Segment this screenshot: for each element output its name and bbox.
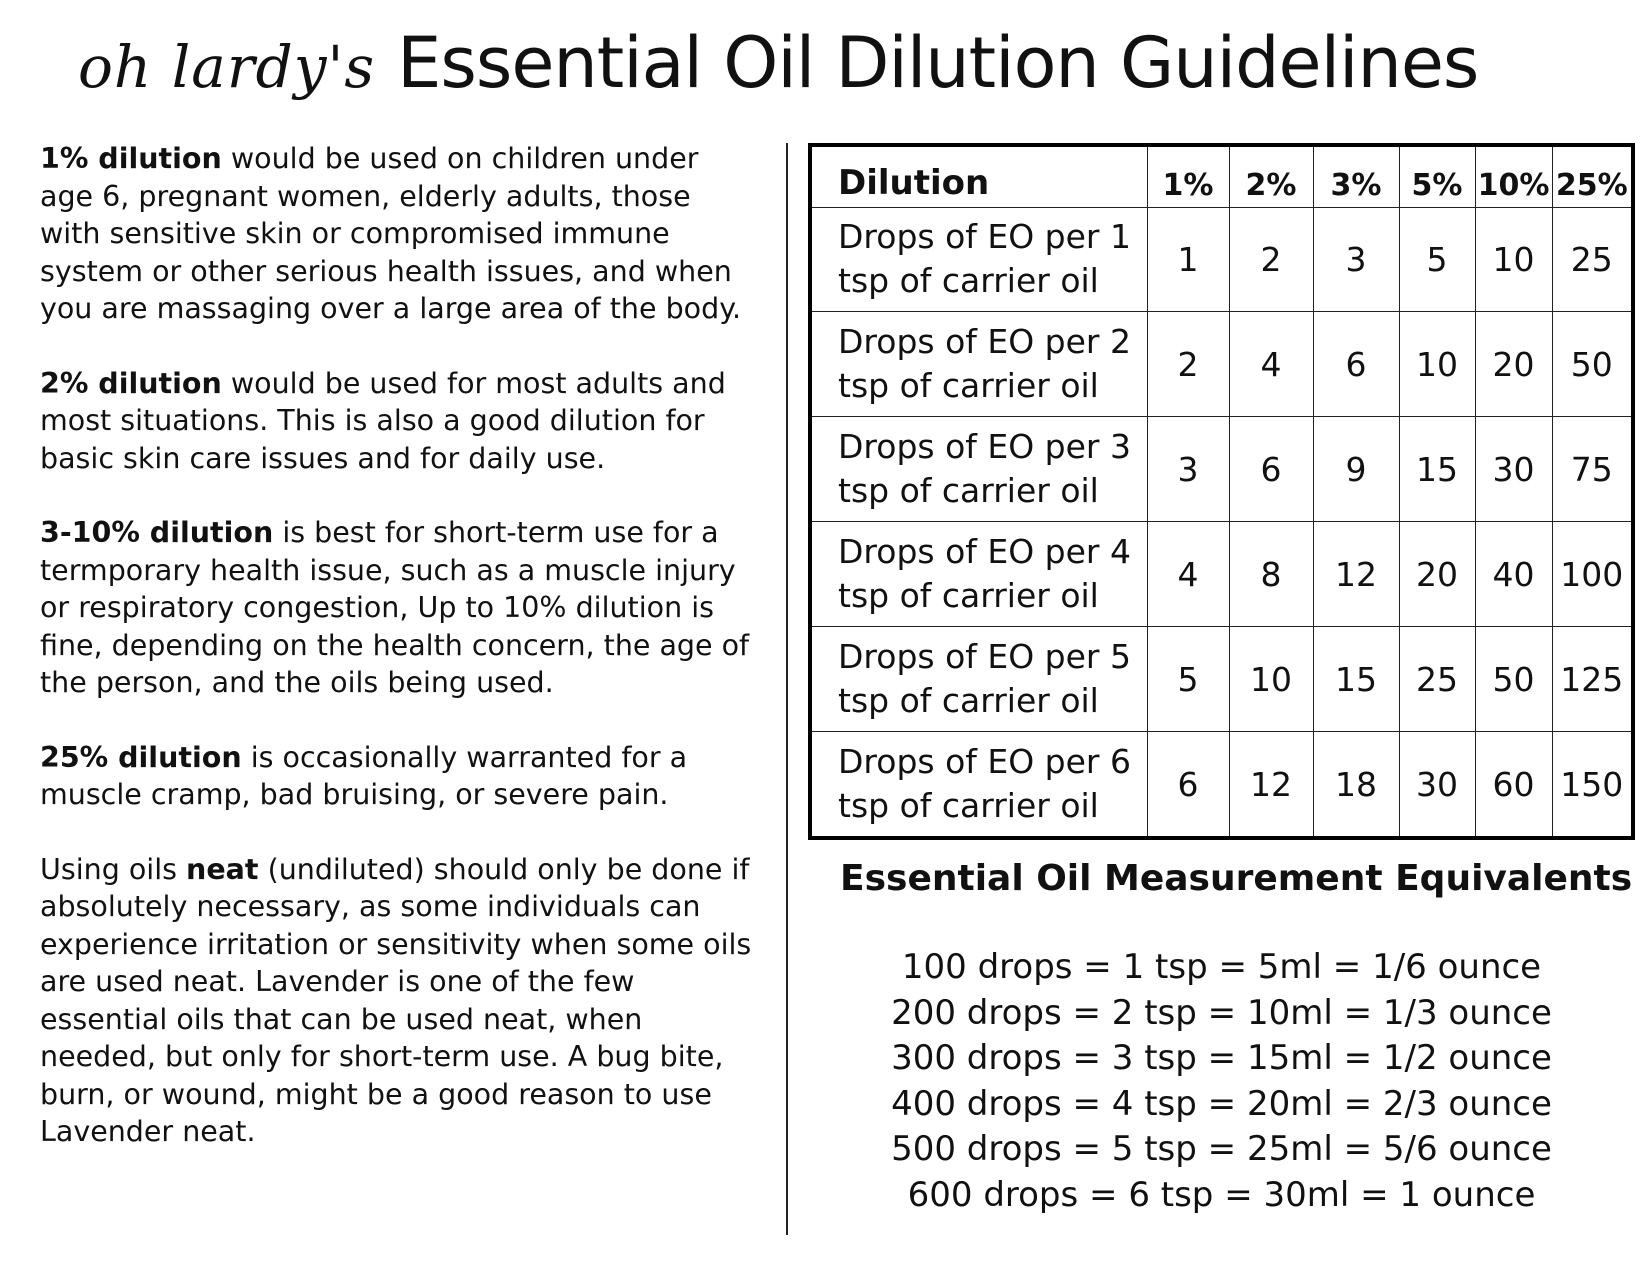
table-cell: 10 [1229, 627, 1313, 732]
guideline-text: is best for short-term use for a termporary health issue, such as a muscle injury or respiratory congestion, Up to 10% dilution is fine, depending on the health concern, the age of the person, and the oils being used. [40, 516, 750, 699]
table-cell: 25 [1552, 207, 1631, 312]
brand-logo-text: oh lardy's [78, 33, 376, 101]
table-cell: 20 [1475, 312, 1552, 417]
neat-usage-note [40, 851, 760, 1151]
table-cell: 150 [1552, 732, 1631, 836]
guideline-lead: 25% dilution [40, 740, 242, 774]
table-cell: 2 [1147, 312, 1229, 417]
dilution-table-frame [808, 143, 1635, 840]
table-cell: 5 [1399, 207, 1475, 312]
equivalents-title: Essential Oil Measurement Equivalents [840, 858, 1633, 899]
column-header: 2% [1229, 147, 1313, 207]
equivalent-line: 300 drops = 3 tsp = 15ml = 1/2 ounce [891, 1038, 1552, 1078]
table-row [812, 522, 1631, 627]
row-label: Drops of EO per 1 tsp of carrier oil [812, 207, 1147, 312]
table-cell: 15 [1313, 627, 1399, 732]
guideline-lead: 3-10% dilution [40, 516, 274, 549]
dilution-header-cell: Dilution [812, 147, 1147, 207]
guideline-25-percent [40, 739, 760, 814]
row-label: Drops of EO per 5 tsp of carrier oil [812, 627, 1147, 732]
table-cell: 10 [1475, 207, 1552, 312]
table-row [812, 732, 1631, 836]
table-cell: 5 [1147, 627, 1229, 732]
table-cell: 25 [1399, 627, 1475, 732]
table-cell: 125 [1552, 627, 1631, 732]
table-cell: 50 [1475, 627, 1552, 732]
equivalent-line: 200 drops = 2 tsp = 10ml = 1/3 ounce [891, 992, 1552, 1033]
page-header [78, 22, 1478, 104]
table-cell: 10 [1399, 312, 1475, 417]
table-cell: 30 [1399, 732, 1475, 836]
equivalent-line: 600 drops = 6 tsp = 30ml = 1 ounce [907, 1174, 1536, 1215]
equivalent-line: 100 drops = 1 tsp = 5ml = 1/6 ounce [901, 947, 1542, 987]
table-cell: 30 [1475, 417, 1552, 522]
table-cell: 3 [1147, 417, 1229, 522]
table-cell: 4 [1147, 522, 1229, 627]
guidelines-column [40, 140, 760, 1188]
neat-note-pre: Using oils [40, 852, 187, 886]
table-cell: 9 [1313, 417, 1399, 522]
guideline-3-10-percent [40, 514, 760, 702]
row-label: Drops of EO per 4 tsp of carrier oil [812, 522, 1147, 627]
guideline-2-percent [40, 365, 760, 478]
table-row [812, 627, 1631, 732]
guideline-lead: 1% dilution [40, 142, 222, 175]
guideline-text: would be used on children under age 6, pregnant women, elderly adults, those with sensitive skin or compromised immune system or other serious health issues, and when you are massaging over a large area of the body. [40, 142, 742, 325]
column-header: 10% [1475, 147, 1552, 207]
table-cell: 20 [1399, 522, 1475, 627]
equivalent-line: 500 drops = 5 tsp = 25ml = 5/6 ounce [891, 1129, 1552, 1169]
table-row [812, 417, 1631, 522]
table-cell: 6 [1229, 417, 1313, 522]
row-label: Drops of EO per 2 tsp of carrier oil [812, 312, 1147, 417]
column-header: 3% [1313, 147, 1399, 207]
column-divider [786, 143, 788, 1235]
table-cell: 8 [1229, 522, 1313, 627]
table-cell: 100 [1552, 522, 1631, 627]
table-cell: 18 [1313, 732, 1399, 836]
table-cell: 75 [1552, 417, 1631, 522]
equivalents-list [808, 945, 1635, 1218]
table-row [812, 312, 1631, 417]
guideline-text: would be used for most adults and most situations. This is also a good dilution for basic skin care issues and for daily use. [40, 366, 726, 475]
table-cell: 1 [1147, 207, 1229, 312]
table-cell: 6 [1147, 732, 1229, 836]
dilution-table [812, 147, 1631, 836]
table-cell: 15 [1399, 417, 1475, 522]
column-header: 5% [1399, 147, 1475, 207]
table-cell: 50 [1552, 312, 1631, 417]
table-cell: 6 [1313, 312, 1399, 417]
page-title: Essential Oil Dilution Guidelines [397, 22, 1479, 104]
column-header: 25% [1552, 147, 1631, 207]
guideline-lead: 2% dilution [40, 366, 222, 400]
equivalent-line: 400 drops = 4 tsp = 20ml = 2/3 ounce [891, 1083, 1552, 1124]
table-cell: 12 [1229, 732, 1313, 836]
neat-note-post: (undiluted) should only be done if absolutely necessary, as some individuals can experience irritation or sensitivity when some oils are used neat. Lavender is one of the few essential oils that can be used neat, when needed, but only for short-term use. A bug bite, burn, or wound, might be a good reason to use Lavender neat. [40, 852, 752, 1148]
column-header: 1% [1147, 147, 1229, 207]
table-cell: 40 [1475, 522, 1552, 627]
table-cell: 3 [1313, 207, 1399, 312]
table-row [812, 207, 1631, 312]
guideline-text: is occasionally warranted for a muscle cramp, bad bruising, or severe pain. [40, 740, 688, 811]
table-cell: 12 [1313, 522, 1399, 627]
table-cell: 4 [1229, 312, 1313, 417]
row-label: Drops of EO per 3 tsp of carrier oil [812, 417, 1147, 522]
table-header-row [812, 147, 1631, 207]
table-cell: 60 [1475, 732, 1552, 836]
neat-note-bold: neat [186, 852, 259, 886]
guideline-1-percent [40, 140, 760, 328]
table-cell: 2 [1229, 207, 1313, 312]
row-label: Drops of EO per 6 tsp of carrier oil [812, 732, 1147, 836]
